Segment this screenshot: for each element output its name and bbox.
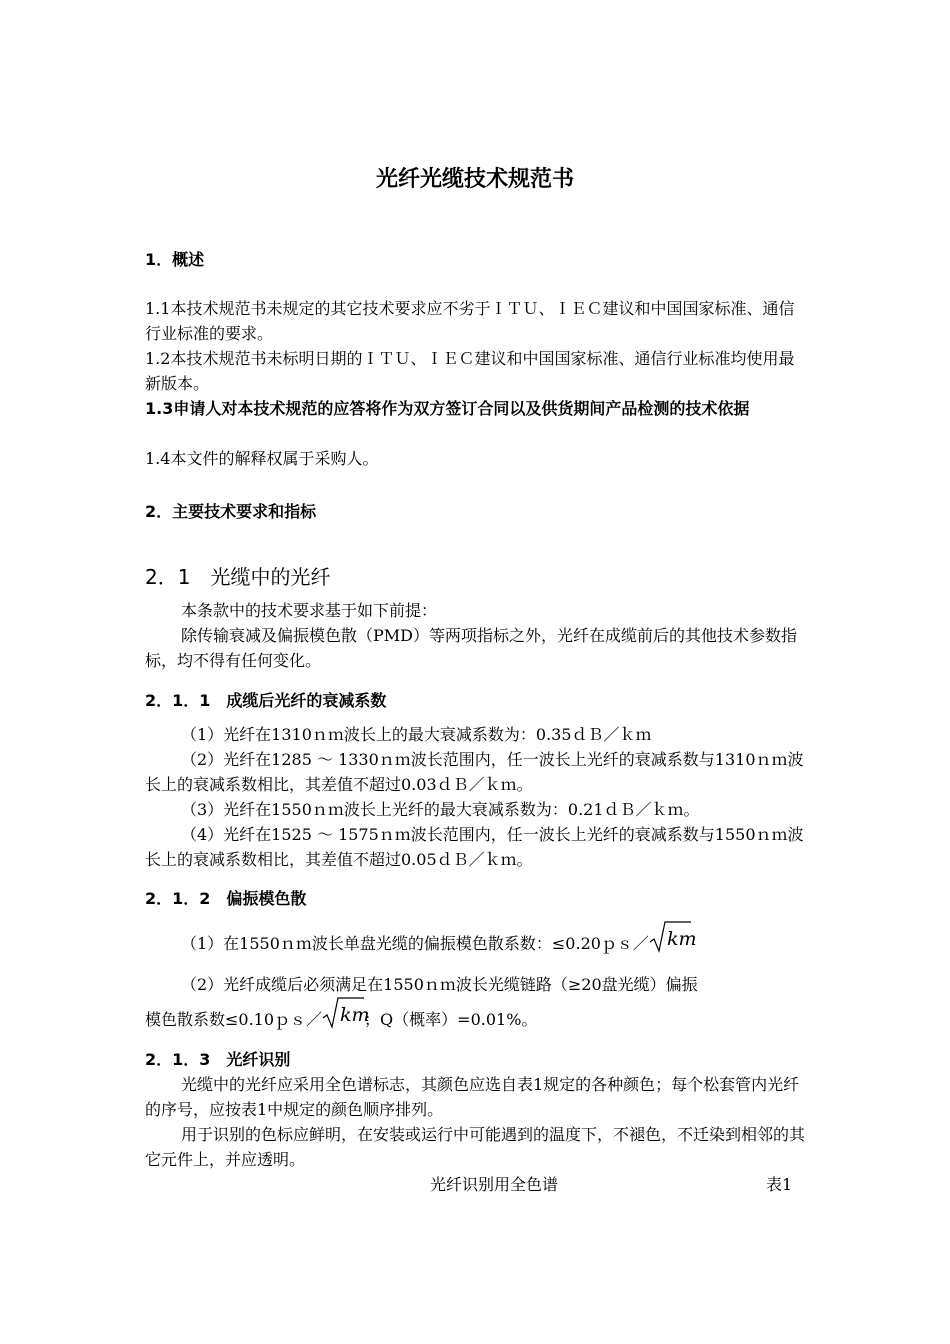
para-2-1-premise: 本条款中的技术要求基于如下前提： (181, 601, 438, 620)
section-2-1-2-heading: 2．1．2 偏振模色散 (145, 889, 307, 908)
section-1-heading: 1．概述 (145, 250, 205, 269)
pmd-item-2-probability: ；Q（概率）=0.01%。 (364, 1010, 538, 1029)
pmd-item-2-line-1: （2）光纤成缆后必须满足在1550ｎｍ波长光缆链路（≥20盘光缆）偏振 (181, 975, 698, 994)
document-title: 光纤光缆技术规范书 (375, 167, 574, 192)
table-caption: 光纤识别用全色谱 (430, 1175, 559, 1194)
attenuation-item-1: （1）光纤在1310ｎｍ波长上的最大衰减系数为：0.35ｄＢ／ｋｍ (181, 725, 652, 744)
section-2-1-heading: 2．1 光缆中的光纤 (145, 565, 331, 589)
section-2-1-1-heading: 2．1．1 成缆后光纤的衰减系数 (145, 691, 387, 710)
pmd-item-2-text: 模色散系数≤0.10ｐｓ／ (145, 1010, 323, 1029)
section-2-1-3-heading: 2．1．3 光纤识别 (145, 1050, 291, 1069)
attenuation-item-2: （2）光纤在1285 ～ 1330ｎｍ波长范围内，任一波长上光纤的衰减系数与1310ｎｍ波长上的衰减系数相比，其差值不超过0.03ｄＢ／ｋｍ。 (145, 750, 804, 794)
pmd-item-1 (181, 920, 697, 954)
sqrt-km-symbol (649, 920, 697, 954)
attenuation-item-3: （3）光纤在1550ｎｍ波长上光纤的最大衰减系数为：0.21ｄＢ／ｋｍ。 (181, 800, 700, 819)
fiber-id-para-1: 光缆中的光纤应采用全色谱标志，其颜色应选自表1规定的各种颜色；每个松套管内光纤的序号，应按表1中规定的颜色顺序排列。 (145, 1075, 800, 1119)
pmd-item-1-text: （1）在1550ｎｍ波长单盘光缆的偏振模色散系数：≤0.20ｐｓ／ (181, 934, 649, 953)
para-1-1: 1.1本技术规范书未规定的其它技术要求应不劣于ＩＴＵ、ＩＥＣ建议和中国国家标准、通信行业标准的要求。 (145, 299, 795, 343)
para-1-3: 1.3申请人对本技术规范的应答将作为双方签订合同以及供货期间产品检测的技术依据 (145, 399, 750, 418)
para-2-1-exception: 除传输衰减及偏振模色散（PMD）等两项指标之外，光纤在成缆前后的其他技术参数指标，均不得有任何变化。 (145, 626, 797, 670)
para-1-2: 1.2本技术规范书未标明日期的ＩＴＵ、ＩＥＣ建议和中国国家标准、通信行业标准均使用最新版本。 (145, 349, 795, 393)
sqrt-km-text: km (666, 928, 697, 950)
sqrt-km-text-2: km (340, 1004, 370, 1026)
table-label: 表1 (766, 1175, 793, 1194)
fiber-id-para-2: 用于识别的色标应鲜明，在安装或运行中可能遇到的温度下，不褪色，不迁染到相邻的其它元件上，并应透明。 (145, 1125, 806, 1169)
sqrt-km-symbol-2 (322, 996, 370, 1030)
attenuation-item-4: （4）光纤在1525 ～ 1575ｎｍ波长范围内，任一波长上光纤的衰减系数与1550ｎｍ波长上的衰减系数相比，其差值不超过0.05ｄＢ／ｋｍ。 (145, 825, 804, 869)
para-1-4: 1.4本文件的解释权属于采购人。 (145, 449, 379, 468)
section-2-heading: 2．主要技术要求和指标 (145, 502, 317, 521)
pmd-item-2-line-2 (145, 996, 537, 1030)
